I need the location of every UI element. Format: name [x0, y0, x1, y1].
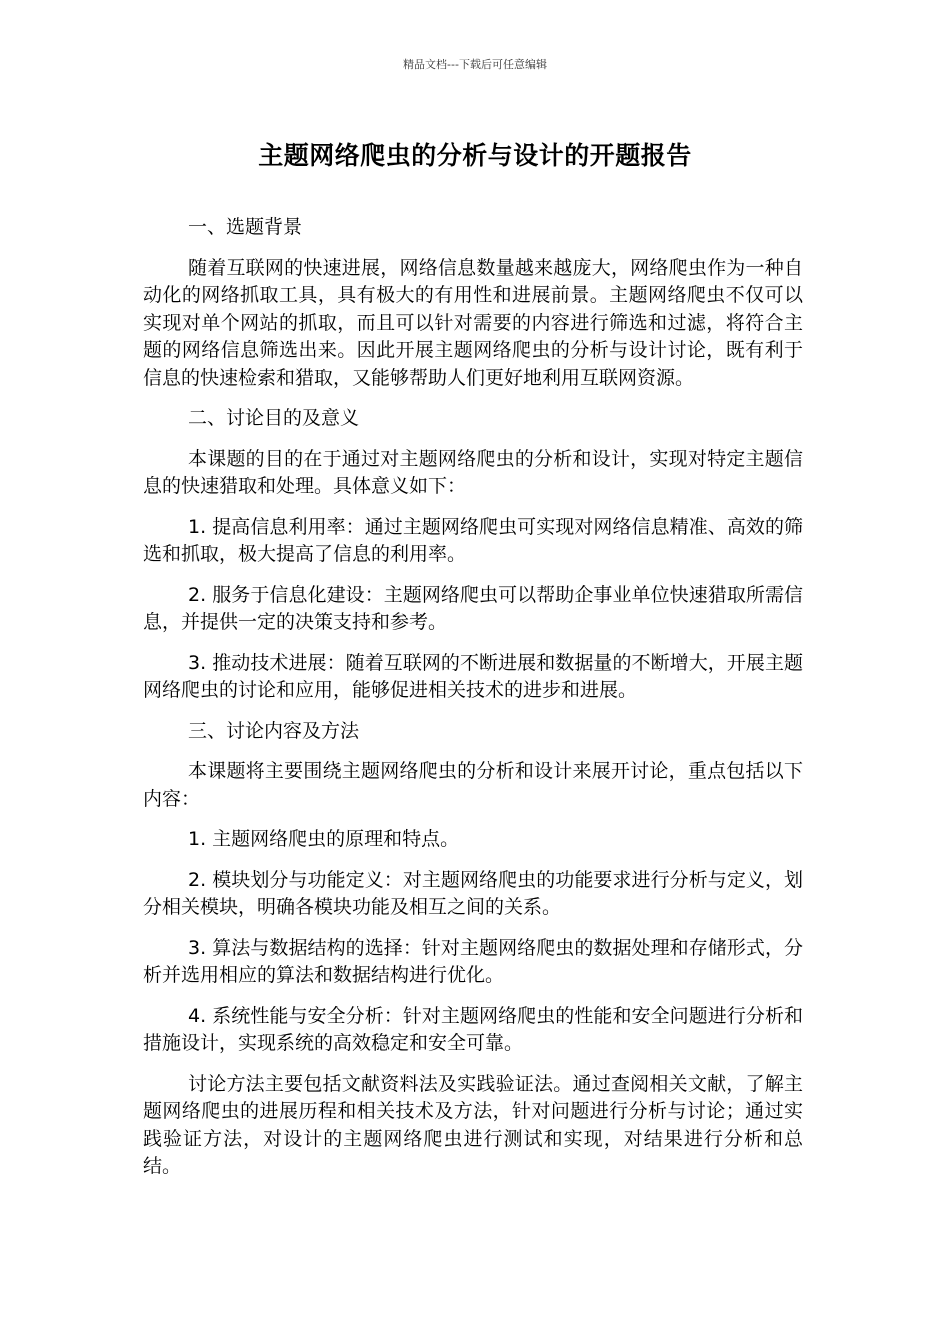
section-heading: 一、选题背景 — [188, 216, 303, 238]
list-item: 4. 系统性能与安全分析：针对主题网络爬虫的性能和安全问题进行分析和措施设计，实现系统的高效稳定和安全可靠。 — [143, 1004, 803, 1054]
paragraph: 本课题的目的在于通过对主题网络爬虫的分析和设计，实现对特定主题信息的快速猎取和处理。具体意义如下： — [143, 447, 803, 497]
list-item: 3. 推动技术进展：随着互联网的不断进展和数据量的不断增大，开展主题网络爬虫的讨论和应用，能够促进相关技术的进步和进展。 — [143, 651, 803, 701]
list-item: 3. 算法与数据结构的选择：针对主题网络爬虫的数据处理和存储形式，分析并选用相应的算法和数据结构进行优化。 — [143, 936, 803, 986]
section-purpose — [143, 405, 803, 705]
document-title: 主题网络爬虫的分析与设计的开题报告 — [258, 141, 692, 170]
list-item: 1. 提高信息利用率：通过主题网络爬虫可实现对网络信息精准、高效的筛选和抓取，极大提高了信息的利用率。 — [143, 515, 803, 565]
paragraph: 随着互联网的快速进展，网络信息数量越来越庞大，网络爬虫作为一种自动化的网络抓取工具，具有极大的有用性和进展前景。主题网络爬虫不仅可以实现对单个网站的抓取，而且可以针对需要的内容进行筛选和过滤，将符合主题的网络信息筛选出来。因此开展主题网络爬虫的分析与设计讨论，既有利于信息的快速检索和猎取，又能够帮助人们更好地利用互联网资源。 — [143, 256, 803, 389]
list-item: 2. 服务于信息化建设：主题网络爬虫可以帮助企事业单位快速猎取所需信息，并提供一定的决策支持和参考。 — [143, 583, 803, 633]
section-content-methods — [143, 718, 803, 1181]
section-background — [143, 214, 803, 392]
section-heading: 三、讨论内容及方法 — [188, 719, 360, 742]
paragraph: 本课题将主要围绕主题网络爬虫的分析和设计来展开讨论，重点包括以下内容： — [143, 760, 803, 810]
list-item: 1. 主题网络爬虫的原理和特点。 — [188, 828, 460, 850]
document-body — [143, 214, 803, 1194]
list-item: 2. 模块划分与功能定义：对主题网络爬虫的功能要求进行分析与定义，划分相关模块，明确各模块功能及相互之间的关系。 — [143, 868, 803, 918]
paragraph: 讨论方法主要包括文献资料法及实践验证法。通过查阅相关文献，了解主题网络爬虫的进展历程和相关技术及方法，针对问题进行分析与讨论；通过实践验证方法，对设计的主题网络爬虫进行测试和实现，对结果进行分析和总结。 — [143, 1072, 803, 1177]
section-heading: 二、讨论目的及意义 — [188, 407, 360, 429]
page-header: 精品文档---下载后可任意编辑 — [403, 58, 547, 71]
